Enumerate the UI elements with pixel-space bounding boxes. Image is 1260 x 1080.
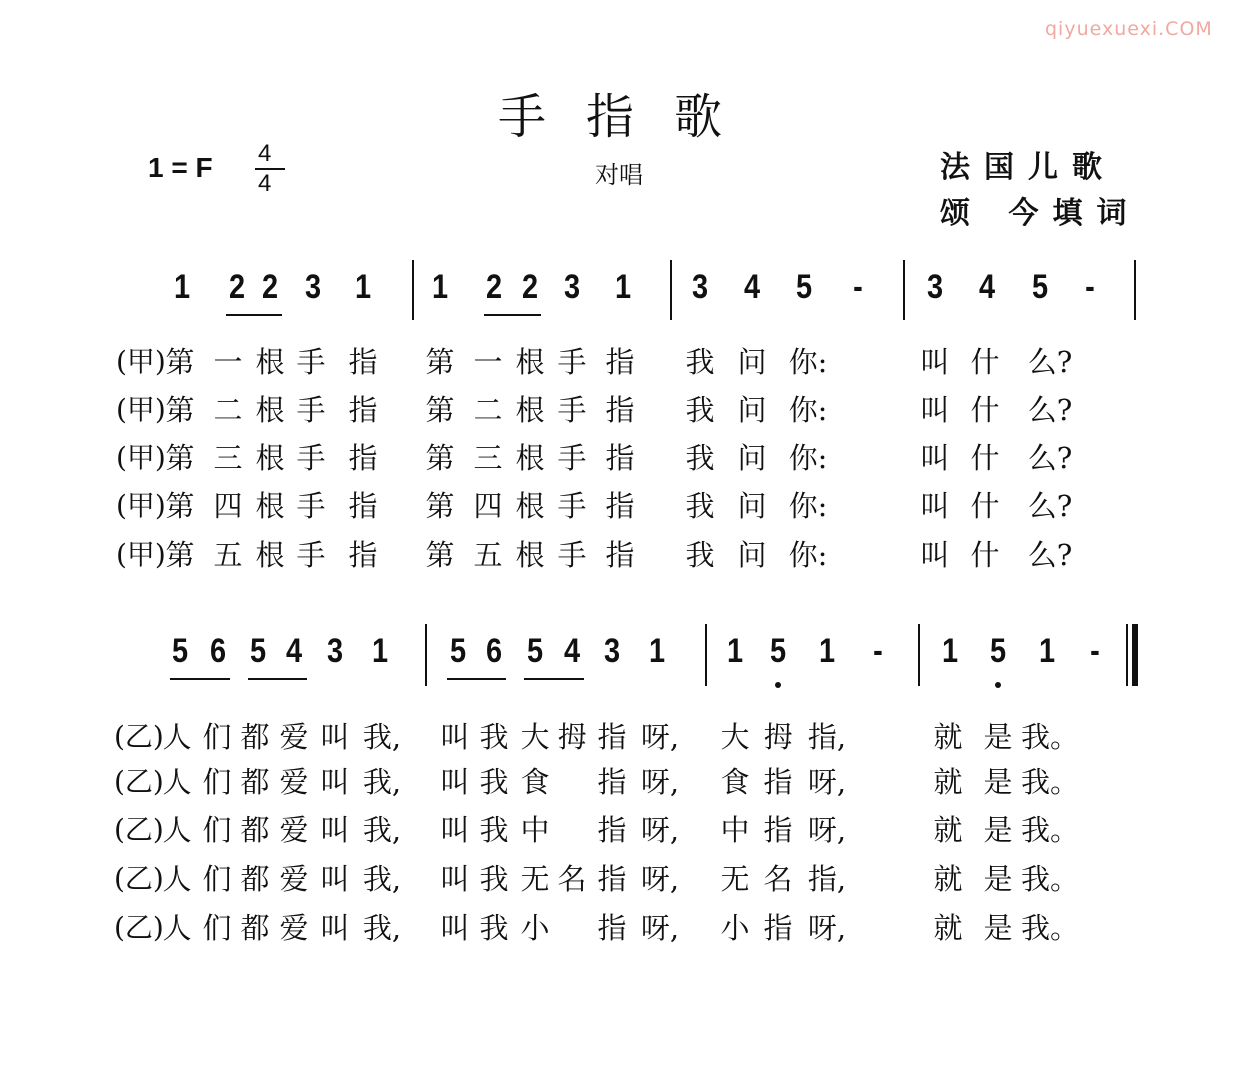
- lyric-word: 根: [255, 538, 285, 572]
- note: 3: [691, 268, 709, 306]
- lyric-word: 我。: [1020, 765, 1080, 799]
- lyric-word: 手: [557, 441, 587, 475]
- lyric-word: 人: [162, 911, 192, 945]
- note: 2: [485, 268, 503, 306]
- lyric-word: 无: [720, 862, 750, 896]
- note: 5: [1031, 268, 1049, 306]
- lyric-word: 爱: [279, 911, 309, 945]
- lyric-word: 第: [425, 489, 455, 523]
- lyric-word: 叫: [320, 720, 350, 754]
- lyric-word: 是: [983, 862, 1013, 896]
- part-label: (甲): [116, 538, 166, 571]
- lyric-word: 人: [162, 720, 192, 754]
- lyric-word: 第: [425, 538, 455, 572]
- lyric-word: 我,: [362, 862, 402, 896]
- bar-line: [705, 624, 707, 686]
- lyric-word: 我。: [1020, 813, 1080, 847]
- lyric-word: 是: [983, 911, 1013, 945]
- lyric-word: 呀,: [640, 720, 680, 754]
- lyric-word: 你:: [788, 489, 828, 523]
- lyric-word: 人: [162, 765, 192, 799]
- note: 3: [603, 632, 621, 670]
- lyric-word: 是: [983, 720, 1013, 754]
- lyric-word: 是: [983, 813, 1013, 847]
- lyric-word: 手: [296, 393, 326, 427]
- lyric-word: 就: [933, 862, 963, 896]
- lyric-word: 问: [737, 441, 767, 475]
- dash-note: -: [873, 632, 883, 670]
- lyric-word: 就: [933, 911, 963, 945]
- lyric-word: 指: [597, 862, 627, 896]
- lyric-word: 们: [202, 862, 232, 896]
- note: 1: [431, 268, 449, 306]
- bar-line: [918, 624, 920, 686]
- lyric-word: 指: [763, 765, 793, 799]
- note: 1: [614, 268, 632, 306]
- lyric-word: 三: [213, 441, 243, 475]
- lyric-word: 手: [296, 345, 326, 379]
- lyricist: 颂 今填词: [940, 196, 1141, 231]
- lyric-word: 根: [515, 538, 545, 572]
- lyric-word: 五: [213, 538, 243, 572]
- eighth-underline: [248, 678, 307, 680]
- lyric-word: 叫: [440, 862, 470, 896]
- lyric-word: 指: [348, 489, 378, 523]
- time-signature-bottom: 4: [258, 170, 272, 197]
- lyric-word: 一: [473, 345, 503, 379]
- part-label: (乙): [114, 813, 164, 846]
- lyric-word: 叫: [440, 765, 470, 799]
- lyric-word: 么?: [1027, 441, 1073, 475]
- lyric-word: 指,: [807, 720, 847, 754]
- lyric-word: 你:: [788, 441, 828, 475]
- eighth-underline: [524, 678, 584, 680]
- lyric-word: 叫: [320, 911, 350, 945]
- lyric-word: 呀,: [640, 813, 680, 847]
- lyric-word: 一: [213, 345, 243, 379]
- part-label: (乙): [114, 765, 164, 798]
- lyric-word: 我: [479, 911, 509, 945]
- note: 5: [769, 632, 787, 670]
- lyric-word: 呀,: [807, 813, 847, 847]
- lyric-word: 你:: [788, 393, 828, 427]
- part-label: (乙): [114, 720, 164, 753]
- lyric-word: 指: [605, 345, 635, 379]
- lyric-word: 第: [425, 441, 455, 475]
- lyric-word: 中: [520, 813, 550, 847]
- note: 2: [228, 268, 246, 306]
- lyric-word: 拇: [557, 720, 587, 754]
- lyric-word: 二: [473, 393, 503, 427]
- lyric-word: 叫: [320, 765, 350, 799]
- lyric-word: 指: [348, 441, 378, 475]
- lyric-word: 指: [348, 538, 378, 572]
- lyric-word: 呀,: [640, 862, 680, 896]
- lyric-word: 么?: [1027, 489, 1073, 523]
- bar-line: [425, 624, 427, 686]
- lyric-word: 手: [557, 489, 587, 523]
- lyric-word: 呀,: [807, 765, 847, 799]
- time-signature-top: 4: [258, 140, 272, 167]
- lyric-word: 手: [557, 393, 587, 427]
- lyric-word: 爱: [279, 813, 309, 847]
- note: 1: [371, 632, 389, 670]
- note: 3: [304, 268, 322, 306]
- note: 1: [726, 632, 744, 670]
- part-label: (甲): [116, 441, 166, 474]
- lyric-word: 人: [162, 813, 192, 847]
- lyric-word: 都: [240, 862, 270, 896]
- lyric-word: 手: [296, 489, 326, 523]
- note: 5: [795, 268, 813, 306]
- lyric-word: 么?: [1027, 538, 1073, 572]
- eighth-underline: [484, 314, 541, 316]
- lyric-word: 四: [213, 489, 243, 523]
- note: 1: [941, 632, 959, 670]
- note: 3: [926, 268, 944, 306]
- lyric-word: 问: [737, 489, 767, 523]
- lyric-word: 我。: [1020, 862, 1080, 896]
- note: 4: [563, 632, 581, 670]
- note: 5: [526, 632, 544, 670]
- note: 4: [978, 268, 996, 306]
- lyric-word: 指: [597, 720, 627, 754]
- lyric-word: 叫: [320, 813, 350, 847]
- note: 1: [818, 632, 836, 670]
- lyric-word: 第: [165, 538, 195, 572]
- composer: 法国儿歌: [940, 150, 1116, 185]
- lyric-word: 叫: [920, 538, 950, 572]
- note: 1: [173, 268, 191, 306]
- note: 5: [449, 632, 467, 670]
- lyric-word: 呀,: [640, 911, 680, 945]
- lyric-word: 第: [165, 489, 195, 523]
- lyric-word: 什: [970, 441, 1000, 475]
- lyric-word: 么?: [1027, 345, 1073, 379]
- note: 3: [563, 268, 581, 306]
- lyric-word: 根: [255, 393, 285, 427]
- lyric-word: 我。: [1020, 720, 1080, 754]
- lyric-word: 叫: [440, 720, 470, 754]
- lyric-word: 小: [720, 911, 750, 945]
- lyric-word: 人: [162, 862, 192, 896]
- lyric-word: 第: [165, 345, 195, 379]
- lyric-word: 就: [933, 765, 963, 799]
- part-label: (甲): [116, 489, 166, 522]
- lyric-word: 爱: [279, 720, 309, 754]
- eighth-underline: [447, 678, 506, 680]
- lyric-word: 第: [425, 345, 455, 379]
- lyric-word: 食: [720, 765, 750, 799]
- note: 3: [326, 632, 344, 670]
- lyric-word: 拇: [763, 720, 793, 754]
- bar-line: [412, 260, 414, 320]
- lyric-word: 什: [970, 538, 1000, 572]
- lyric-word: 我,: [362, 911, 402, 945]
- part-label: (乙): [114, 911, 164, 944]
- lyric-word: 根: [515, 489, 545, 523]
- note: 5: [171, 632, 189, 670]
- lyric-word: 呀,: [640, 765, 680, 799]
- note: 6: [209, 632, 227, 670]
- lyric-word: 根: [255, 441, 285, 475]
- note: 4: [285, 632, 303, 670]
- note: 6: [485, 632, 503, 670]
- lyric-word: 二: [213, 393, 243, 427]
- lyric-word: 爱: [279, 862, 309, 896]
- lyric-word: 问: [737, 538, 767, 572]
- part-label: (甲): [116, 393, 166, 426]
- lyric-word: 大: [720, 720, 750, 754]
- lyric-word: 都: [240, 720, 270, 754]
- dash-note: -: [1085, 268, 1095, 306]
- note: 5: [249, 632, 267, 670]
- lyric-word: 问: [737, 345, 767, 379]
- lyric-word: 名: [763, 862, 793, 896]
- lyric-word: 叫: [320, 862, 350, 896]
- lyric-word: 就: [933, 813, 963, 847]
- lyric-word: 们: [202, 765, 232, 799]
- part-label: (乙): [114, 862, 164, 895]
- bar-line: [903, 260, 905, 320]
- lyric-word: 无: [520, 862, 550, 896]
- note: 5: [989, 632, 1007, 670]
- note: 1: [354, 268, 372, 306]
- key-signature: 1 = F: [148, 152, 213, 183]
- lyric-word: 们: [202, 720, 232, 754]
- lyric-word: 们: [202, 911, 232, 945]
- lyric-word: 手: [557, 538, 587, 572]
- part-label: (甲): [116, 345, 166, 378]
- low-octave-dot: [775, 682, 781, 688]
- lyric-word: 指: [597, 911, 627, 945]
- lyric-word: 根: [515, 345, 545, 379]
- lyric-word: 我: [479, 813, 509, 847]
- lyric-word: 指: [605, 441, 635, 475]
- lyric-word: 都: [240, 765, 270, 799]
- lyric-word: 叫: [440, 911, 470, 945]
- lyric-word: 么?: [1027, 393, 1073, 427]
- final-bar-thick: [1132, 624, 1138, 686]
- dash-note: -: [853, 268, 863, 306]
- lyric-word: 叫: [920, 393, 950, 427]
- lyric-word: 三: [473, 441, 503, 475]
- dash-note: -: [1090, 632, 1100, 670]
- lyric-word: 我,: [362, 813, 402, 847]
- lyric-word: 根: [515, 393, 545, 427]
- lyric-word: 根: [255, 345, 285, 379]
- lyric-word: 根: [515, 441, 545, 475]
- lyric-word: 中: [720, 813, 750, 847]
- lyric-word: 根: [255, 489, 285, 523]
- lyric-word: 我: [685, 489, 715, 523]
- lyric-word: 就: [933, 720, 963, 754]
- lyric-word: 我: [685, 345, 715, 379]
- song-title: 手指歌: [497, 89, 762, 145]
- lyric-word: 叫: [920, 345, 950, 379]
- lyric-word: 手: [296, 538, 326, 572]
- lyric-word: 指: [763, 813, 793, 847]
- lyric-word: 我: [479, 720, 509, 754]
- watermark: qiyuexuexi.COM: [1045, 18, 1213, 40]
- lyric-word: 我: [479, 862, 509, 896]
- lyric-word: 指: [605, 489, 635, 523]
- note: 2: [521, 268, 539, 306]
- lyric-word: 都: [240, 911, 270, 945]
- lyric-word: 叫: [920, 489, 950, 523]
- lyric-word: 名: [557, 862, 587, 896]
- lyric-word: 小: [520, 911, 550, 945]
- lyric-word: 指: [605, 393, 635, 427]
- lyric-word: 食: [520, 765, 550, 799]
- lyric-word: 什: [970, 345, 1000, 379]
- note: 2: [261, 268, 279, 306]
- lyric-word: 什: [970, 393, 1000, 427]
- lyric-word: 指: [348, 393, 378, 427]
- lyric-word: 我,: [362, 720, 402, 754]
- lyric-word: 是: [983, 765, 1013, 799]
- lyric-word: 我: [685, 441, 715, 475]
- lyric-word: 第: [165, 441, 195, 475]
- lyric-word: 手: [557, 345, 587, 379]
- lyric-word: 叫: [440, 813, 470, 847]
- bar-line: [670, 260, 672, 320]
- lyric-word: 爱: [279, 765, 309, 799]
- lyric-word: 呀,: [807, 911, 847, 945]
- lyric-word: 手: [296, 441, 326, 475]
- lyric-word: 我,: [362, 765, 402, 799]
- lyric-word: 我: [479, 765, 509, 799]
- eighth-underline: [170, 678, 230, 680]
- lyric-word: 四: [473, 489, 503, 523]
- bar-line: [1134, 260, 1136, 320]
- lyric-word: 五: [473, 538, 503, 572]
- lyric-word: 们: [202, 813, 232, 847]
- lyric-word: 你:: [788, 345, 828, 379]
- lyric-word: 我。: [1020, 911, 1080, 945]
- lyric-word: 你:: [788, 538, 828, 572]
- lyric-word: 我: [685, 393, 715, 427]
- low-octave-dot: [995, 682, 1001, 688]
- lyric-word: 叫: [920, 441, 950, 475]
- lyric-word: 问: [737, 393, 767, 427]
- lyric-word: 第: [165, 393, 195, 427]
- lyric-word: 大: [520, 720, 550, 754]
- note: 4: [743, 268, 761, 306]
- lyric-word: 指: [597, 765, 627, 799]
- lyric-word: 指: [605, 538, 635, 572]
- lyric-word: 指,: [807, 862, 847, 896]
- lyric-word: 都: [240, 813, 270, 847]
- lyric-word: 指: [763, 911, 793, 945]
- note: 1: [648, 632, 666, 670]
- note: 1: [1038, 632, 1056, 670]
- final-bar-thin: [1126, 624, 1128, 686]
- lyric-word: 第: [425, 393, 455, 427]
- lyric-word: 指: [597, 813, 627, 847]
- performance-mode: 对唱: [595, 161, 643, 189]
- eighth-underline: [226, 314, 282, 316]
- lyric-word: 我: [685, 538, 715, 572]
- lyric-word: 什: [970, 489, 1000, 523]
- lyric-word: 指: [348, 345, 378, 379]
